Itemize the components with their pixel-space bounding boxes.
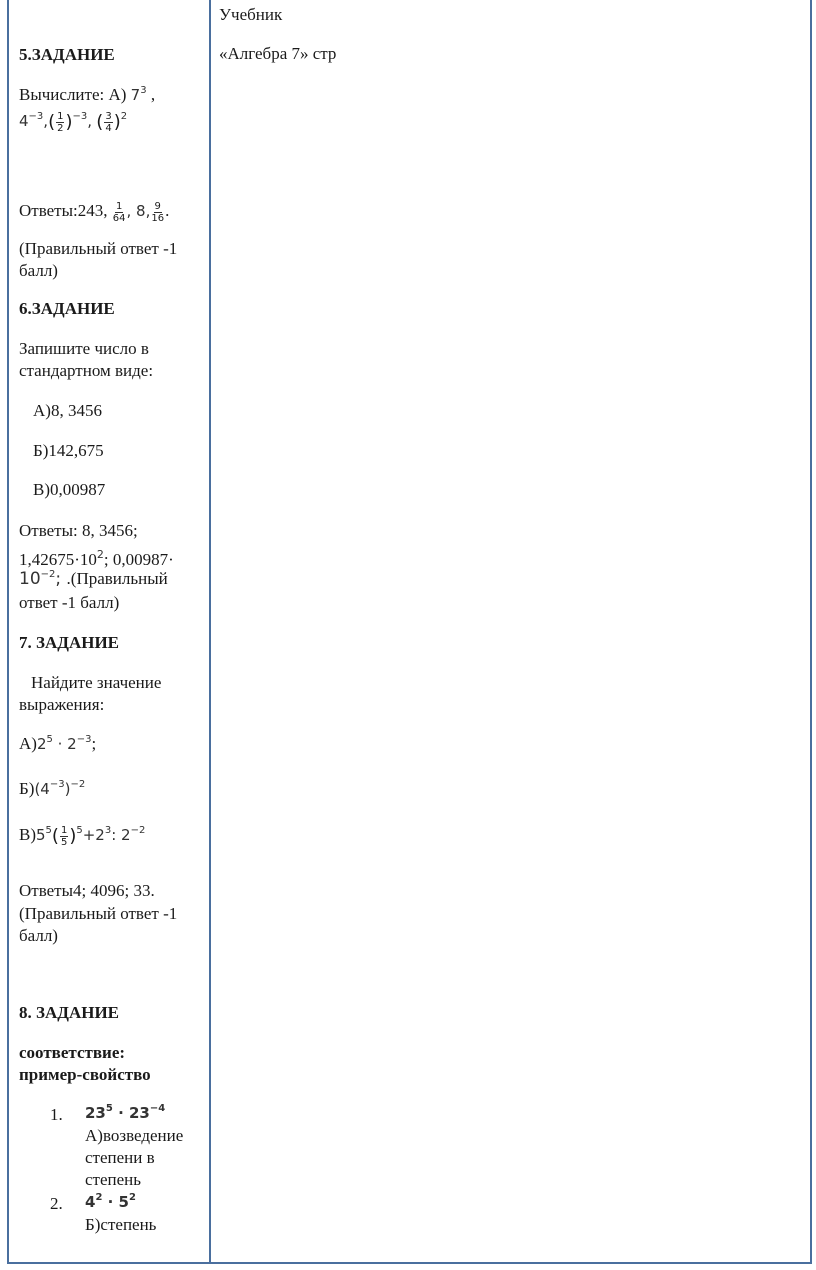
task5-expressions: $4^{-3}$,( $\frac{1}{2}$ )$^{-3}$, ( $\frac{3}{4}$ )$^2$ xyxy=(19,110,128,134)
fraction: $\frac{1}{64}$ xyxy=(112,200,126,224)
task8-item1-expr: $23^5 \cdot 23^{-4}$ xyxy=(85,1103,166,1122)
task8-item2-number: 2. xyxy=(50,1194,63,1213)
task7-item-a: $А)2^5 \cdot 2^{-3}$; xyxy=(19,734,97,753)
task8-subtitle-2: пример-свойство xyxy=(19,1065,151,1084)
task5-note-1: (Правильный ответ -1 xyxy=(19,239,178,258)
task5-answers: Ответы:243, $\frac{1}{64}$ , 8, $\frac{9}{16}$ . xyxy=(19,200,170,224)
table-border-middle xyxy=(209,0,211,1264)
fraction: $\frac{1}{2}$ xyxy=(57,110,64,134)
table-border-left xyxy=(7,0,9,1264)
task7-expr-b: $(4^{-3})^{-2}$ xyxy=(34,779,86,798)
task6-answers-4: ответ -1 балл) xyxy=(19,593,120,612)
fraction: $\frac{3}{4}$ xyxy=(105,110,112,134)
task6-answers-2: $1,42675\cdot 10^2$; 0,00987· xyxy=(19,548,174,569)
fraction: $\frac{9}{16}$ xyxy=(151,200,165,224)
task5-note-2: балл) xyxy=(19,261,58,280)
task7-prompt-2: выражения: xyxy=(19,695,105,714)
task8-item1-a3: степень xyxy=(85,1170,142,1189)
task6-prompt-1: Запишите число в xyxy=(19,339,149,358)
task8-item2-expr: $4^2 \cdot 5^2$ xyxy=(85,1192,136,1211)
task6-note: .(Правильный xyxy=(66,569,168,588)
task5-prompt: Вычислите: А) $7^3$ , xyxy=(19,85,156,104)
task7-expr-a: $2^5 \cdot 2^{-3}$ xyxy=(36,734,92,753)
task7-item-b xyxy=(19,778,85,800)
task7-b-label: Б) xyxy=(19,779,35,798)
task8-item1-number: 1. xyxy=(50,1105,63,1124)
task7-note-1: (Правильный ответ -1 xyxy=(19,904,178,923)
task6-answer-c: ; 0,00987· xyxy=(103,550,174,569)
task8-item2-b: Б)степень xyxy=(85,1215,157,1234)
task7-c-label: В) xyxy=(19,825,36,844)
task6-prompt-2: стандартном виде: xyxy=(19,361,154,380)
task6-item-b: Б)142,675 xyxy=(33,441,104,460)
task5-expr-b: $4^{-3}$, xyxy=(19,111,49,130)
textbook-label: Учебник xyxy=(219,5,283,24)
task7-answers: Ответы4; 4096; 33. xyxy=(19,881,155,900)
task7-a-label: А) xyxy=(19,734,37,753)
textbook-title: «Алгебра 7» стр xyxy=(219,44,337,63)
task7-note-2: балл) xyxy=(19,926,58,945)
table-border-right xyxy=(810,0,812,1264)
task5-title: 5.ЗАДАНИЕ xyxy=(19,45,115,64)
task5-expr-a: $7^3$ xyxy=(130,85,147,104)
fraction: $\frac{1}{5}$ xyxy=(60,824,68,848)
task6-answers-1: Ответы: 8, 3456; xyxy=(19,521,138,540)
table-border-bottom xyxy=(7,1262,812,1264)
task8-item1-a1: А)возведение xyxy=(85,1126,184,1145)
task6-answers-3: $10^{-2}$; .(Правильный xyxy=(19,569,168,589)
task5-answers-label: Ответы:243, xyxy=(19,201,108,220)
task6-item-c: В)0,00987 xyxy=(33,480,106,499)
task6-answer-b: 1,42675·10 xyxy=(19,550,97,569)
task7-title: 7. ЗАДАНИЕ xyxy=(19,633,120,652)
task6-item-a: А)8, 3456 xyxy=(33,401,102,420)
task7-item-c: $В)5^5$( $\frac{1}{5}$ )$^5+2^3$: $2^{-2}$ xyxy=(19,824,146,848)
task8-item1-a2: степени в xyxy=(85,1148,155,1167)
task7-prompt-1: Найдите значение xyxy=(31,673,162,692)
task8-subtitle-1: соответствие: xyxy=(19,1043,126,1062)
task5-prompt-text: Вычислите: А) xyxy=(19,85,127,104)
task8-title: 8. ЗАДАНИЕ xyxy=(19,1003,120,1022)
task6-title: 6.ЗАДАНИЕ xyxy=(19,299,115,318)
